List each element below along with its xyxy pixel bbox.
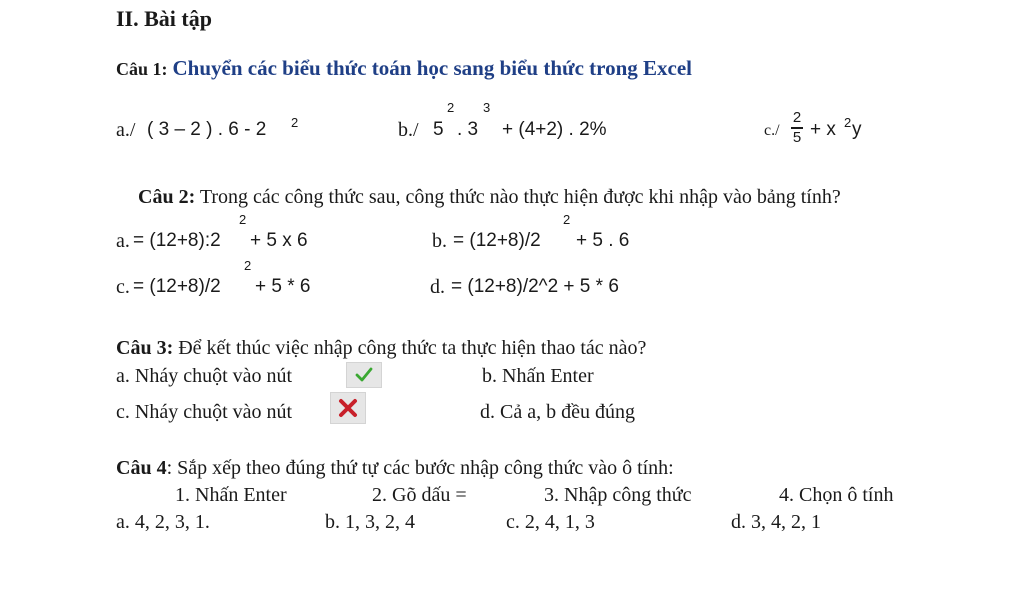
q1-a-prefix: a./ [116,119,136,141]
q4-step-3: 3. Nhập công thức [544,484,692,506]
q4-step-1: 1. Nhấn Enter [175,484,287,506]
q2-label: Câu 2: [138,186,196,208]
q1-b-exponent-2: 3 [483,100,491,115]
q4-label: Câu 4 [116,457,167,479]
q1-c-fraction [791,110,803,146]
q2-a-prefix: a. [116,230,130,252]
q2-c-prefix: c. [116,276,130,298]
q1-b-rest: + (4+2) . 2% [502,119,607,140]
q3-option-d: d. Cả a, b đều đúng [480,401,635,423]
q2-a-expression: = (12+8):2 [133,230,221,251]
q4-text: : Sắp xếp theo đúng thứ tự các bước nhập công thức vào ô tính: [166,457,674,479]
q1-b-base: 5 [433,119,444,140]
q2-d-prefix: d. [430,276,445,298]
q2-c-rest: + 5 * 6 [255,276,311,297]
q1-b-exponent-1: 2 [447,100,455,115]
q1-c-denominator: 5 [792,128,802,146]
q1-c-plus-x: + x [810,119,836,140]
q2-a-exponent: 2 [239,212,247,227]
q1-b-middle: . 3 [457,119,479,140]
cancel-cross-button [330,392,366,424]
q3-label: Câu 3: [116,337,174,359]
q2-b-prefix: b. [432,230,447,252]
q2-c-exponent: 2 [244,258,252,273]
q2-b-rest: + 5 . 6 [576,230,630,251]
q1-c-tail: y [852,119,862,140]
q4-option-c: c. 2, 4, 1, 3 [506,511,595,533]
q2-c-expression: = (12+8)/2 [133,276,221,297]
q2-b-expression: = (12+8)/2 [453,230,541,251]
q1-a-expression: ( 3 – 2 ) . 6 - 2 [147,119,267,140]
q3-c-text: c. Nháy chuột vào nút [116,401,293,423]
q3-header [116,337,646,360]
enter-check-button [346,362,382,388]
section-title: II. Bài tập [116,6,212,31]
q1-a-exponent: 2 [291,115,299,130]
q1-c-numerator: 2 [792,109,802,126]
q4-step-4: 4. Chọn ô tính [779,484,894,506]
q2-a-rest: + 5 x 6 [250,230,308,251]
q1-header [116,56,692,81]
cross-icon [337,397,359,419]
q3-a-text: a. Nháy chuột vào nút [116,365,293,387]
q2-d-expression: = (12+8)/2^2 + 5 * 6 [451,276,619,297]
q2-text: Trong các công thức sau, công thức nào thực hiện được khi nhập vào bảng tính? [199,186,841,208]
q4-option-d: d. 3, 4, 2, 1 [731,511,821,533]
q1-b-prefix: b./ [398,119,419,141]
q3-text: Để kết thúc việc nhập công thức ta thực hiện thao tác nào? [178,337,647,359]
q1-c-exponent: 2 [844,115,852,130]
q3-option-b: b. Nhấn Enter [482,365,594,387]
q2-b-exponent: 2 [563,212,571,227]
q4-option-a: a. 4, 2, 3, 1. [116,511,210,533]
q1-title: Chuyển các biểu thức toán học sang biểu thức trong Excel [172,56,693,80]
check-icon [355,367,373,383]
q2-header [138,186,841,209]
q1-label: Câu 1: [116,59,168,79]
q4-step-2: 2. Gõ dấu = [372,484,467,506]
q4-header [116,457,674,480]
q1-c-prefix: c./ [764,122,780,139]
q4-option-b: b. 1, 3, 2, 4 [325,511,415,533]
